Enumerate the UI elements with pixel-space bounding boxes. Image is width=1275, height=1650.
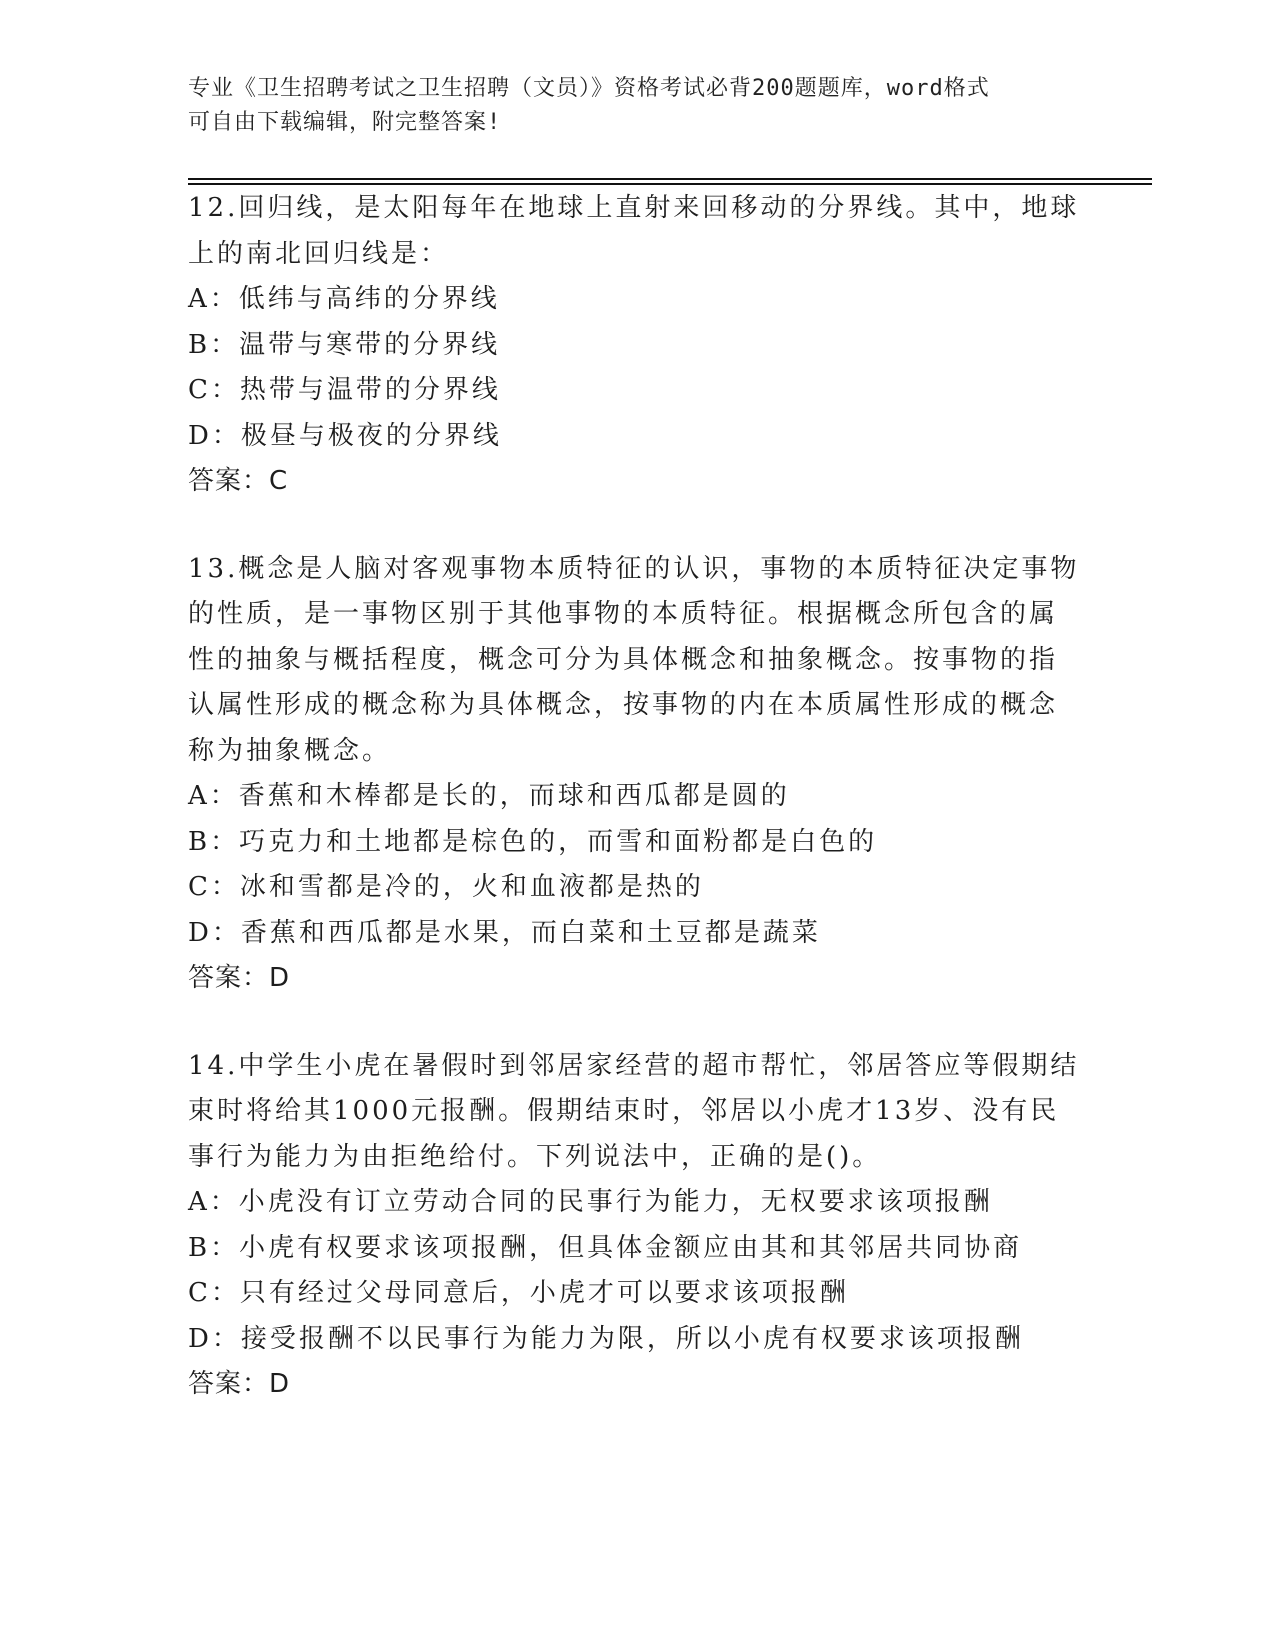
header-divider-bottom	[188, 183, 1152, 185]
question-stem	[188, 547, 1088, 775]
question-stem	[188, 1044, 1088, 1181]
stem-line: 13.概念是人脑对客观事物本质特征的认识，事物的本质特征决定事物	[188, 553, 1080, 584]
stem-line: 上的南北回归线是：	[188, 238, 450, 269]
question-12	[188, 186, 1088, 505]
option-d: D：极昼与极夜的分界线	[188, 420, 502, 451]
answer: 答案：C	[188, 466, 289, 496]
header-divider-top	[188, 178, 1152, 180]
option-b: B：小虎有权要求该项报酬，但具体金额应由其和其邻居共同协商	[188, 1232, 1023, 1263]
option-c: C：热带与温带的分界线	[188, 375, 501, 405]
option-d: D：香蕉和西瓜都是水果，而白菜和土豆都是蔬菜	[188, 917, 821, 948]
stem-line: 事行为能力为由拒绝给付。下列说法中，正确的是()。	[188, 1141, 882, 1172]
option-d: D：接受报酬不以民事行为能力为限，所以小虎有权要求该项报酬	[188, 1323, 1024, 1354]
option-c: C：只有经过父母同意后，小虎才可以要求该项报酬	[188, 1278, 849, 1308]
option-a: A：小虎没有订立劳动合同的民事行为能力，无权要求该项报酬	[188, 1187, 993, 1217]
document-header	[188, 72, 1088, 140]
stem-line: 的性质，是一事物区别于其他事物的本质特征。根据概念所包含的属	[188, 599, 1059, 629]
option-a: A：香蕉和木棒都是长的，而球和西瓜都是圆的	[188, 781, 790, 811]
stem-line: 12.回归线，是太阳每年在地球上直射来回移动的分界线。其中，地球	[188, 193, 1080, 223]
question-stem	[188, 186, 1088, 277]
question-14	[188, 1044, 1088, 1408]
stem-line: 14.中学生小虎在暑假时到邻居家经营的超市帮忙，邻居答应等假期结	[188, 1050, 1080, 1081]
option-a: A：低纬与高纬的分界线	[188, 284, 500, 314]
answer: 答案：D	[188, 963, 291, 993]
option-b: B：巧克力和土地都是棕色的，而雪和面粉都是白色的	[188, 826, 878, 857]
option-c: C：冰和雪都是冷的，火和血液都是热的	[188, 872, 704, 902]
header-line-2: 可自由下载编辑，附完整答案!	[188, 110, 502, 135]
stem-line: 认属性形成的概念称为具体概念，按事物的内在本质属性形成的概念	[188, 690, 1059, 720]
question-list	[188, 186, 1088, 1408]
stem-line: 性的抽象与概括程度，概念可分为具体概念和抽象概念。按事物的指	[188, 644, 1059, 675]
answer: 答案：D	[188, 1369, 291, 1399]
stem-line: 称为抽象概念。	[188, 735, 392, 766]
option-b: B：温带与寒带的分界线	[188, 329, 501, 360]
header-line-1: 专业《卫生招聘考试之卫生招聘（文员）》资格考试必背200题题库，word格式	[188, 76, 990, 101]
stem-line: 束时将给其1000元报酬。假期结束时，邻居以小虎才13岁、没有民	[188, 1096, 1060, 1126]
question-13	[188, 547, 1088, 1002]
